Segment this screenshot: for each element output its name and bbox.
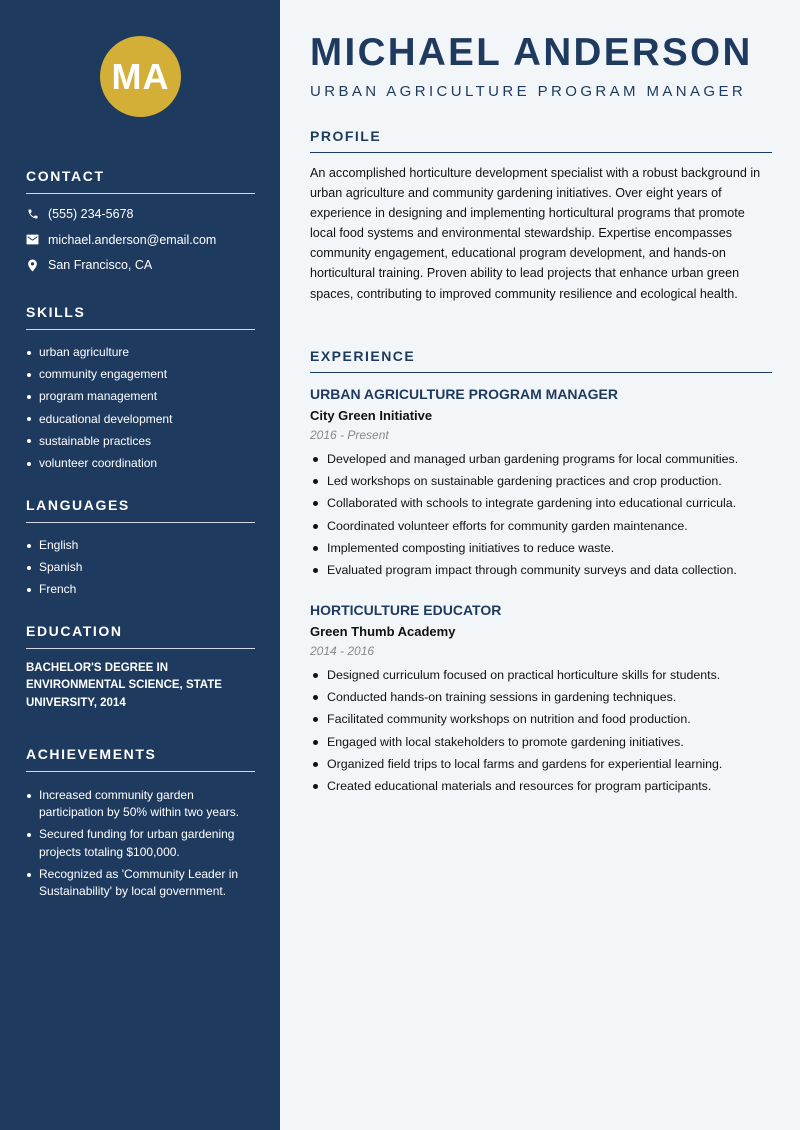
job-entry xyxy=(310,602,772,797)
skill-item: urban agriculture xyxy=(26,341,255,363)
skills-list xyxy=(26,341,255,474)
job-company: City Green Initiative xyxy=(310,408,433,423)
contact-location xyxy=(26,257,255,273)
job-dates: 2016 - Present xyxy=(310,428,389,442)
language-item: Spanish xyxy=(26,556,255,578)
job-bullet: Led workshops on sustainable gardening practices and crop production. xyxy=(310,470,772,492)
language-item: French xyxy=(26,578,255,600)
job-bullet: Organized field trips to local farms and gardens for experiential learning. xyxy=(310,753,772,775)
mail-icon xyxy=(26,233,39,246)
contact-phone[interactable] xyxy=(26,206,255,222)
skill-item: community engagement xyxy=(26,363,255,385)
avatar xyxy=(100,36,181,117)
location-pin-icon xyxy=(26,259,39,272)
skills-heading: SKILLS xyxy=(26,304,255,330)
job-bullets xyxy=(310,664,772,797)
job-bullet: Conducted hands-on training sessions in gardening techniques. xyxy=(310,686,772,708)
languages-list xyxy=(26,534,255,601)
education-degree: BACHELOR'S DEGREE IN ENVIRONMENTAL SCIENCE, STATE UNIVERSITY, 2014 xyxy=(26,662,222,709)
education-heading: EDUCATION xyxy=(26,623,255,649)
profile-text: An accomplished horticulture development specialist with a robust background in urban agriculture and community gardening initiatives. Over eight years of experience in designing and implementing horticultural programs that promote local food systems and environmental stewardship. Expertise encompasses community engagement, educational program development, and hands-on horticultural training. Proven ability to lead projects that enhance urban green spaces, contributing to improved community resilience and ecological health. xyxy=(310,166,761,301)
job-bullet: Engaged with local stakeholders to promote gardening initiatives. xyxy=(310,731,772,753)
job-dates: 2014 - 2016 xyxy=(310,644,375,658)
contact-section xyxy=(26,168,255,273)
phone-icon xyxy=(26,208,39,221)
job-bullets xyxy=(310,448,772,581)
job-role: HORTICULTURE EDUCATOR xyxy=(310,602,502,618)
achievements-section xyxy=(26,746,255,905)
contact-email[interactable] xyxy=(26,232,255,248)
job-bullet: Coordinated volunteer efforts for community garden maintenance. xyxy=(310,515,772,537)
skill-item: volunteer coordination xyxy=(26,452,255,474)
education-section xyxy=(26,623,255,712)
achievement-item: Secured funding for urban gardening projects totaling $100,000. xyxy=(26,826,255,861)
job-bullet: Designed curriculum focused on practical horticulture skills for students. xyxy=(310,664,772,686)
achievements-list xyxy=(26,787,255,900)
profile-heading: PROFILE xyxy=(310,128,772,153)
skill-item: educational development xyxy=(26,408,255,430)
job-bullet: Evaluated program impact through community surveys and data collection. xyxy=(310,559,772,581)
email-text: michael.anderson@email.com xyxy=(48,232,217,247)
job-bullet: Collaborated with schools to integrate gardening into educational curricula. xyxy=(310,492,772,514)
candidate-name: MICHAEL ANDERSON xyxy=(310,31,753,74)
skill-item: sustainable practices xyxy=(26,430,255,452)
contact-heading: CONTACT xyxy=(26,168,255,194)
sidebar xyxy=(0,0,280,1130)
job-bullet: Developed and managed urban gardening programs for local communities. xyxy=(310,448,772,470)
candidate-title: URBAN AGRICULTURE PROGRAM MANAGER xyxy=(310,83,747,100)
job-bullet: Created educational materials and resources for program participants. xyxy=(310,775,772,797)
job-company: Green Thumb Academy xyxy=(310,624,456,639)
location-text: San Francisco, CA xyxy=(48,258,153,272)
phone-text: (555) 234-5678 xyxy=(48,207,134,221)
avatar-initials: MA xyxy=(111,55,170,97)
languages-section xyxy=(26,497,255,601)
contact-list xyxy=(26,206,255,273)
skill-item: program management xyxy=(26,385,255,407)
experience-heading: EXPERIENCE xyxy=(310,348,772,373)
job-entry xyxy=(310,386,772,581)
job-bullet: Facilitated community workshops on nutrition and food production. xyxy=(310,708,772,730)
languages-heading: LANGUAGES xyxy=(26,497,255,523)
achievements-heading: ACHIEVEMENTS xyxy=(26,746,255,772)
achievement-item: Increased community garden participation by 50% within two years. xyxy=(26,787,255,822)
job-role: URBAN AGRICULTURE PROGRAM MANAGER xyxy=(310,386,618,402)
achievement-item: Recognized as 'Community Leader in Sustainability' by local government. xyxy=(26,866,255,901)
job-bullet: Implemented composting initiatives to reduce waste. xyxy=(310,537,772,559)
language-item: English xyxy=(26,534,255,556)
skills-section xyxy=(26,304,255,474)
